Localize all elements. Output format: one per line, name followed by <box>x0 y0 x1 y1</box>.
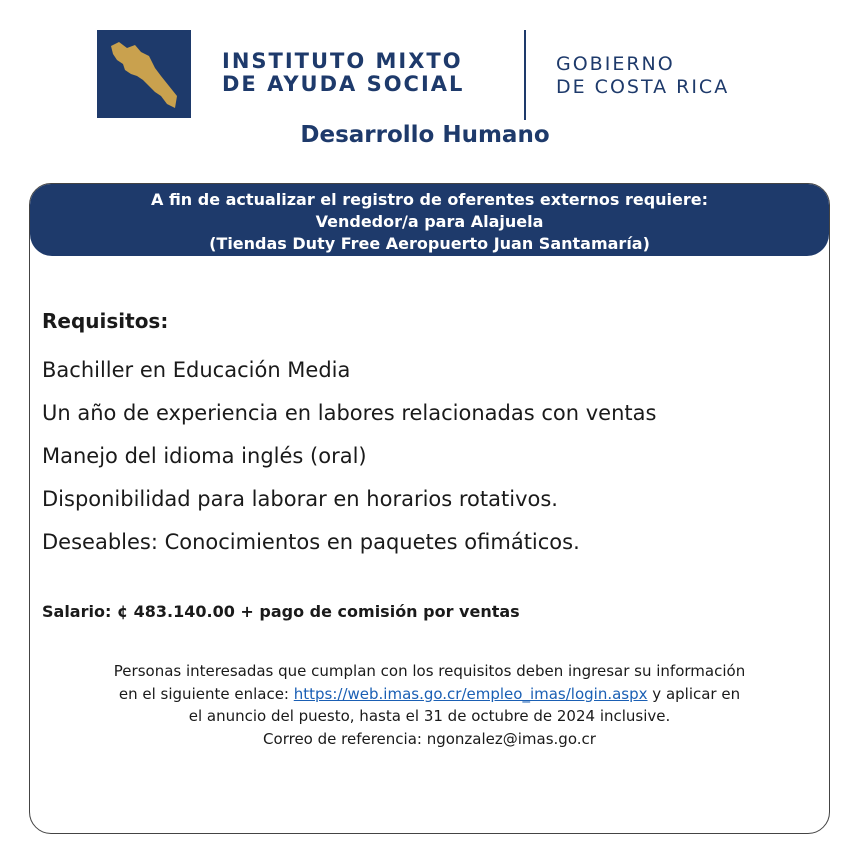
job-banner <box>30 184 829 256</box>
department-title: Desarrollo Humano <box>300 122 550 148</box>
requirement-item: Disponibilidad para laborar en horarios rotativos. <box>42 487 558 511</box>
costa-rica-map-icon <box>97 30 191 118</box>
banner-intro: A fin de actualizar el registro de oferentes externos requiere: <box>150 190 709 209</box>
application-link[interactable]: https://web.imas.go.cr/empleo_imas/login.aspx <box>293 684 648 703</box>
imas-logo <box>97 30 191 118</box>
application-info <box>30 660 829 750</box>
reference-email: Correo de referencia: ngonzalez@imas.go.cr <box>263 729 596 748</box>
job-posting-card <box>29 183 830 834</box>
requirement-item: Deseables: Conocimientos en paquetes ofimáticos. <box>42 530 580 554</box>
requirements-title: Requisitos: <box>42 309 169 333</box>
info-line-2: en el siguiente enlace: https://web.imas.go.cr/empleo_imas/login.aspx y aplicar en <box>118 684 741 703</box>
info-line-3: el anuncio del puesto, hasta el 31 de octubre de 2024 inclusive. <box>188 707 671 725</box>
requirement-item: Manejo del idioma inglés (oral) <box>42 444 367 468</box>
salary-text: Salario: ¢ 483.140.00 + pago de comisión por ventas <box>42 602 520 621</box>
header-divider <box>524 30 526 120</box>
requirement-item: Bachiller en Educación Media <box>42 358 351 382</box>
banner-location: (Tiendas Duty Free Aeropuerto Juan Santamaría) <box>209 234 650 253</box>
requirements-section <box>42 309 656 564</box>
institution-name: INSTITUTO MIXTO DE AYUDA SOCIAL <box>222 49 465 96</box>
requirement-item: Un año de experiencia en labores relacionadas con ventas <box>42 401 657 425</box>
banner-position: Vendedor/a para Alajuela <box>315 212 544 231</box>
info-line-1: Personas interesadas que cumplan con los requisitos deben ingresar su información <box>113 662 746 680</box>
government-name: GOBIERNO DE COSTA RICA <box>556 53 730 98</box>
